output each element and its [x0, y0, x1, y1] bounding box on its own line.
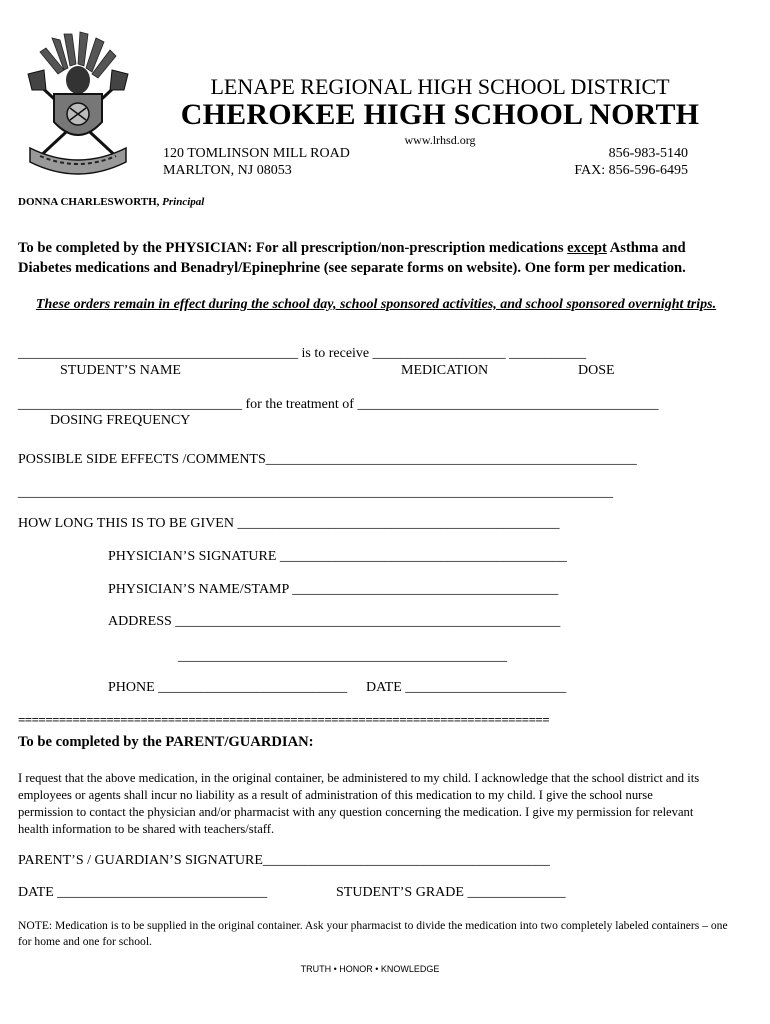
parent-date-field[interactable]: DATE ______________________________	[18, 885, 268, 900]
section-separator: ==============================================================================	[18, 712, 550, 727]
side-effects-field-2[interactable]: _____________________________________________________________________________________	[18, 485, 613, 500]
address-line-2: MARLTON, NJ 08053	[163, 163, 292, 178]
how-long-field[interactable]: HOW LONG THIS IS TO BE GIVEN ______________________________________________	[18, 516, 560, 531]
label-dosing-frequency: DOSING FREQUENCY	[50, 413, 191, 428]
principal-name: DONNA CHARLESWORTH,	[18, 196, 160, 208]
label-medication: MEDICATION	[401, 363, 489, 378]
label-student-name: STUDENT’S NAME	[60, 363, 181, 378]
physician-instruction-line-1	[18, 240, 686, 257]
physician-address-field-2[interactable]: _______________________________________________	[178, 649, 507, 664]
phone-number: 856-983-5140	[608, 146, 688, 161]
orders-note: These orders remain in effect during the school day, school sponsored activities, and school sponsored overnight trips.	[35, 297, 717, 312]
dosing-treatment-field[interactable]: ________________________________ for the treatment of ___________________________________________	[18, 397, 659, 412]
physician-signature-field[interactable]: PHYSICIAN’S SIGNATURE _________________________________________	[108, 549, 567, 564]
fax-number: FAX: 856-596-6495	[574, 163, 688, 178]
label-dose: DOSE	[578, 363, 615, 378]
principal-line	[18, 196, 204, 208]
address-line-1: 120 TOMLINSON MILL ROAD	[163, 146, 350, 161]
medication-note: NOTE: Medication is to be supplied in the original container. Ask your pharmacist to divide the medication into two completely labeled containers – one for home and one for school.	[18, 919, 728, 948]
student-medication-field[interactable]: ________________________________________ is to receive ___________________ ___________	[18, 346, 587, 361]
physician-address-field[interactable]: ADDRESS _______________________________________________________	[108, 614, 561, 629]
physician-name-stamp-field[interactable]: PHYSICIAN’S NAME/STAMP ______________________________________	[108, 582, 559, 597]
physician-phone-field[interactable]: PHONE ___________________________	[108, 680, 348, 695]
student-grade-field[interactable]: STUDENT’S GRADE ______________	[336, 885, 566, 900]
footer-motto: TRUTH • HONOR • KNOWLEDGE	[300, 964, 440, 974]
instruction-part-1: To be completed by the PHYSICIAN: For all prescription/non-prescription medications	[18, 240, 568, 256]
physician-date-field[interactable]: DATE _______________________	[366, 680, 567, 695]
district-name: LENAPE REGIONAL HIGH SCHOOL DISTRICT	[210, 74, 670, 99]
side-effects-field[interactable]: POSSIBLE SIDE EFFECTS /COMMENTS_____________________________________________________	[18, 452, 637, 467]
physician-instruction-line-2: Diabetes medications and Benadryl/Epinephrine (see separate forms on website). One form per medication.	[18, 260, 686, 276]
principal-title: Principal	[162, 196, 205, 208]
school-name: CHEROKEE HIGH SCHOOL NORTH	[180, 98, 700, 131]
website-link[interactable]: www.lrhsd.org	[404, 133, 476, 147]
parent-consent-paragraph: I request that the above medication, in the original container, be administered to my child. I acknowledge that the school district and its employees or agents shall incur no liability as a result of administration of this medication to my child. I give the school nurse permission to contact the physician and/or pharmacist with any question concerning the medication. I give my permission for relevant health information to be shared with teachers/staff.	[18, 771, 700, 836]
instruction-part-2: Asthma and	[606, 240, 686, 256]
parent-signature-field[interactable]: PARENT’S / GUARDIAN’S SIGNATURE_________________________________________	[18, 853, 550, 868]
parent-section-title: To be completed by the PARENT/GUARDIAN:	[18, 734, 314, 750]
instruction-except: except	[567, 240, 607, 256]
